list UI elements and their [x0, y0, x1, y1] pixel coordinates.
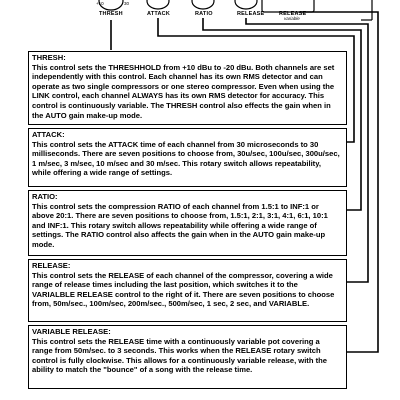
variable-release-sublabel: variable [284, 16, 300, 21]
variable-release-body: This control sets the RELEASE time with a continuously variable pot covering a range from 50m/sec. to 3 seconds. This works when the RELEASE rotary switch control is fully clockwise. This allows for a continuously variable release, with the ability to match the "bounce" of a song with the release time. [32, 336, 327, 375]
attack-heading: ATTACK: [32, 130, 65, 139]
attack-body: This control sets the ATTACK time of each channel from 30 microseconds to 30 milliseconds. There are seven positions to choose from, 30u/sec, 100u/sec, 300u/sec, 1 m/sec, 3 m/sec, 10 m/sec and 30 m/sec. This rotary switch allows repeatability, while offering a wide range of settings. [32, 139, 340, 178]
thresh-body: This control sets the THRESHHOLD from +10 dBu to -20 dBu. Both channels are set independently with this control. Each channel has its own RMS detector and can operate as two single compressors or one stereo compressor. Even when using the LINK control, each channel ALWAYS has its own RMS detector for accuracy. This control is continuously variable. The THRESH control also effects the gain when in the AUTO gain make-up mode. [32, 62, 335, 120]
attack-section [28, 128, 347, 187]
ratio-section [28, 190, 347, 256]
thresh-heading: THRESH: [32, 53, 66, 62]
variable-release-label: RELEASE [279, 11, 307, 17]
release-label: RELEASE [237, 11, 265, 17]
attack-label: ATTACK [147, 11, 170, 17]
release-heading: RELEASE: [32, 261, 71, 270]
thresh-tick-left: +10 [96, 1, 104, 6]
ratio-body: This control sets the compression RATIO of each channel from 1.5:1 to INF:1 or above 20:1. There are seven positions to choose from, 1.5:1, 2:1, 3:1, 4:1, 6:1, 10:1 and INF:1. This rotary switch allows repeatability while offering a wide range of settings. The RATIO control also affects the gain when in the AUTO gain make-up mode. [32, 201, 328, 249]
variable-release-section [28, 325, 347, 389]
thresh-section [28, 51, 347, 125]
release-section [28, 259, 347, 322]
thresh-tick-mid: 30 [124, 1, 130, 6]
release-body: This control sets the RELEASE of each channel of the compressor, covering a wide range of release times including the last position, which switches it to the VARIALBLE RELEASE control to the right of it. There are seven positions to choose from, 50m/sec., 100m/sec, 200m/sec., 500m/sec, 1 sec, 2 sec, and VARIABLE. [32, 270, 335, 309]
variable-release-heading: VARIABLE RELEASE: [32, 327, 111, 336]
thresh-label: THRESH [99, 11, 123, 17]
ratio-label: RATIO [195, 11, 213, 17]
ratio-heading: RATIO: [32, 192, 58, 201]
